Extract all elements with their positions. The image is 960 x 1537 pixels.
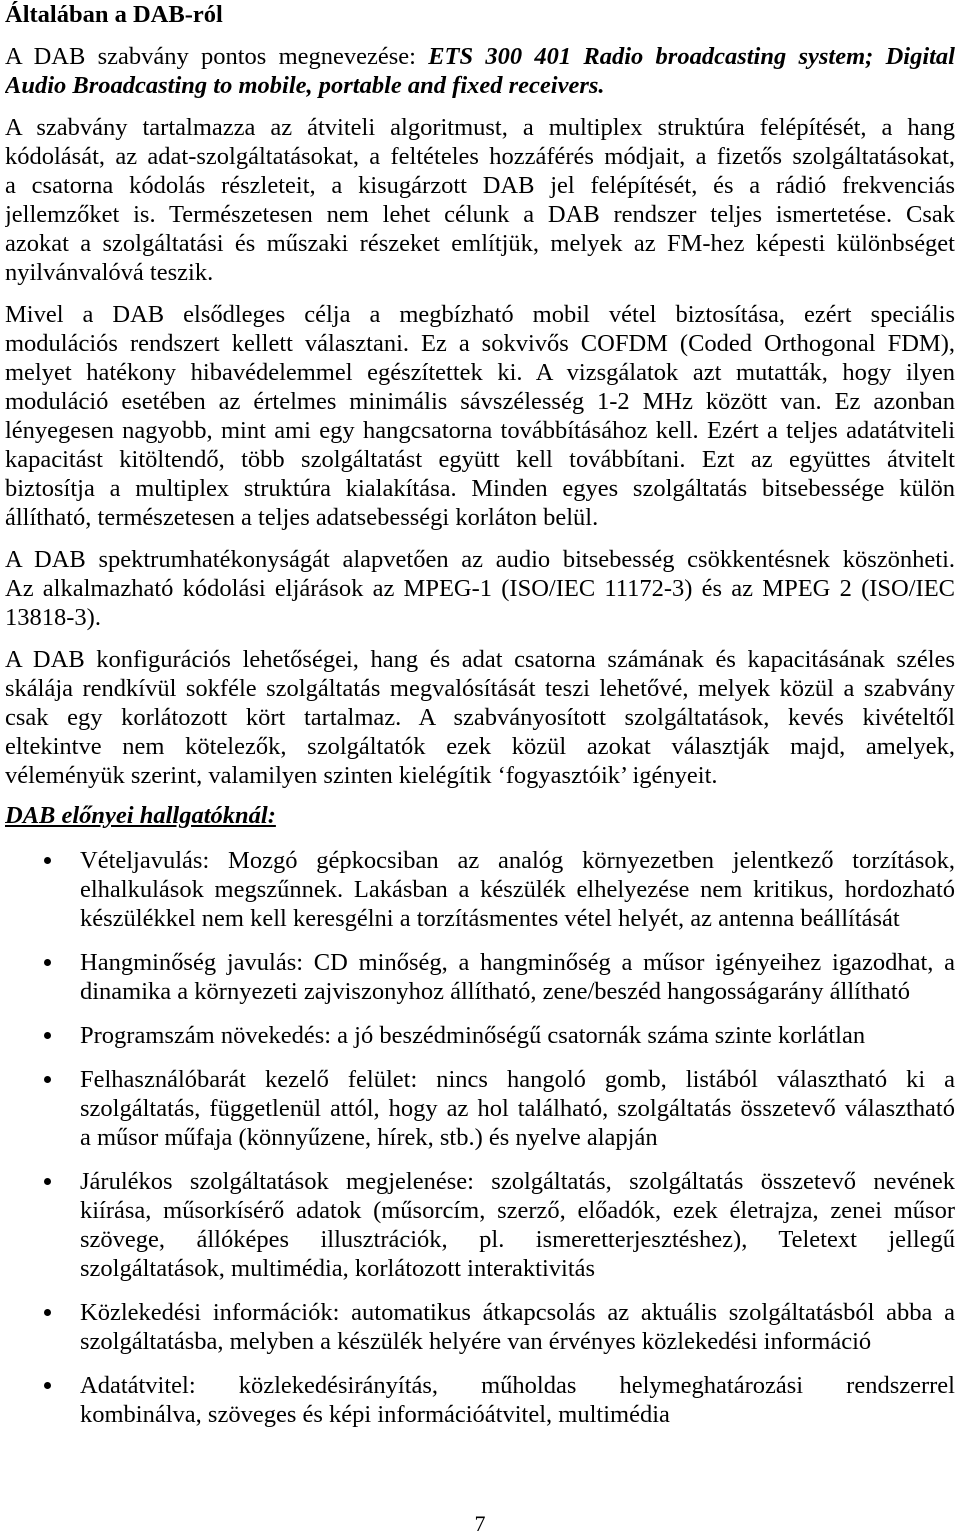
bullet-icon: [44, 1032, 51, 1039]
benefit-line: Felhasználóbarát kezelő felület: nincs hangoló gomb, listából választható ki a: [80, 1066, 955, 1093]
benefit-item-reception: [5, 846, 955, 933]
benefit-item-additional-services: [5, 1167, 955, 1283]
paragraph-line: jellemzőket is. Természetesen nem lehet célunk a DAB rendszer teljes ismertetése. Csak: [5, 201, 955, 228]
benefits-heading: DAB előnyei hallgatóknál:: [5, 802, 276, 829]
paragraph-line: állítható, természetesen a teljes adatsebességi korláton belül.: [5, 504, 599, 531]
page-number: 7: [474, 1511, 486, 1536]
paragraph-line: csak egy korlátozott kört tartalmaz. A szabványosított szolgáltatások, kevés kivételtől: [5, 704, 955, 731]
bullet-icon: [44, 959, 51, 966]
paragraph-scope: [5, 113, 955, 287]
benefit-line: elhalkulások megszűnnek. Lakásban a készülék elhelyezése nem kritikus, hordozható: [80, 876, 955, 903]
paragraph-line: biztosítja a multiplex struktúra kialakítása. Minden egyes szolgáltatás bitsebessége külön: [5, 475, 955, 502]
benefit-line: kiírása, műsorkísérő adatok (műsorcím, szerző, előadók, ezek életrajza, zenei műsor: [80, 1197, 955, 1224]
benefit-item-sound-quality: [5, 948, 955, 1006]
benefit-line: Közlekedési információk: automatikus átkapcsolás az aktuális szolgáltatásból abba a: [80, 1299, 955, 1326]
paragraph-line: modulációs rendszert kellett választani. Ez a sokvivős COFDM (Coded Orthogonal FDM),: [5, 330, 955, 357]
bullet-icon: [44, 1178, 51, 1185]
benefit-line: szolgáltatásba, melyben a készülék helyére van érvényes közlekedési információ: [80, 1328, 872, 1355]
benefit-line: a műsor műfaja (könnyűzene, hírek, stb.) és nyelve alapján: [80, 1124, 658, 1151]
benefit-item-user-interface: [5, 1065, 955, 1152]
benefit-item-program-count: [5, 1021, 955, 1050]
paragraph-line: kapacitást kitöltendő, több szolgáltatást együtt kell továbbítani. Ezt az együttes átvitelt: [5, 446, 955, 473]
paragraph-line: A DAB konfigurációs lehetőségei, hang és adat csatorna számának és kapacitásának széles: [5, 646, 955, 673]
benefit-line: Vételjavulás: Mozgó gépkocsiban az analóg környezetben jelentkező torzítások,: [80, 847, 955, 874]
benefit-line: szolgáltatások, multimédia, korlátozott interaktivitás: [80, 1255, 596, 1282]
paragraph-line: Az alkalmazható kódolási eljárások az MPEG-1 (ISO/IEC 11172-3) és az MPEG 2 (ISO/IEC: [5, 575, 955, 602]
paragraph-line: a csatorna kódolás részleteit, a kisugárzott DAB jel felépítését, és a rádió frekvenciás: [5, 172, 955, 199]
paragraph-line: lényegesen nagyobb, mint ami egy hangcsatorna továbbításához kell. Ezért a teljes adatátviteli: [5, 417, 955, 444]
benefit-line: Hangminőség javulás: CD minőség, a hangminőség a műsor igényeihez igazodhat, a: [80, 949, 955, 976]
paragraph-line: Mivel a DAB elsődleges célja a megbízható mobil vétel biztosítása, ezért speciális: [5, 301, 955, 328]
benefit-line: szolgáltatás, függetlenül attól, hogy az hol található, szolgáltatás összetevő választható: [80, 1095, 955, 1122]
benefit-line: Programszám növekedés: a jó beszédminőségű csatornák száma szinte korlátlan: [80, 1022, 866, 1049]
paragraph-line: melyet hatékony hibavédelemmel egészítettek ki. A vizsgálatok azt mutatták, hogy ilyen: [5, 359, 955, 386]
paragraph-line: [5, 42, 955, 71]
standard-name-text: Audio Broadcasting to mobile, portable and fixed receivers.: [5, 72, 605, 99]
intro-lead-text: A DAB szabvány pontos megnevezése:: [5, 43, 416, 70]
benefits-list: [5, 846, 955, 1429]
bullet-icon: [44, 1076, 51, 1083]
section-heading: Általában a DAB-ról: [5, 1, 223, 28]
benefit-line: kombinálva, szöveges és képi információátvitel, multimédia: [80, 1401, 670, 1428]
paragraph-line: kódolását, az adat-szolgáltatásokat, a feltételes hozzáférés módjait, a fizetős szolgáltatásokat,: [5, 143, 955, 170]
paragraph-configuration: [5, 645, 955, 790]
paragraph-line: nyilvánvalóvá teszik.: [5, 259, 214, 286]
paragraph-line: azokat a szolgáltatási és műszaki részeket említjük, melyek az FM-hez képesti különbséget: [5, 230, 955, 257]
paragraph-line: A DAB spektrumhatékonyságát alapvetően az audio bitsebesség csökkentésnek köszönheti.: [5, 546, 955, 573]
benefit-line: szövege, állóképes illusztrációk, pl. ismeretterjesztéshez), Teletext jellegű: [80, 1226, 955, 1253]
bullet-icon: [44, 1309, 51, 1316]
paragraph-line: eltekintve nem kötelezők, szolgáltatók ezek közül azokat választják majd, amelyek,: [5, 733, 955, 760]
document-page: [5, 0, 955, 1429]
paragraph-line: moduláció esetében az értelmes minimális sávszélesség 1-2 MHz között van. Ez azonban: [5, 388, 955, 415]
benefit-line: Járulékos szolgáltatások megjelenése: szolgáltatás, szolgáltatás összetevő nevének: [80, 1168, 955, 1195]
benefit-line: készülékkel nem kell keresgélni a torzításmentes vétel helyét, az antenna beállítását: [80, 905, 900, 932]
paragraph-line: A szabvány tartalmazza az átviteli algoritmust, a multiplex struktúra felépítését, a hang: [5, 114, 955, 141]
standard-name-text: ETS 300 401 Radio broadcasting system; Digital: [428, 43, 955, 70]
benefit-line: Adatátvitel: közlekedésirányítás, műholdas helymeghatározási rendszerrel: [80, 1372, 955, 1399]
bullet-icon: [44, 1382, 51, 1389]
benefit-item-data-transmission: [5, 1371, 955, 1429]
benefit-line: dinamika a környezeti zajviszonyhoz állítható, zene/beszéd hangosságarány állítható: [80, 978, 910, 1005]
bullet-icon: [44, 857, 51, 864]
paragraph-modulation: [5, 300, 955, 532]
paragraph-coding: [5, 545, 955, 632]
paragraph-line: 13818-3).: [5, 604, 101, 631]
intro-paragraph: [5, 42, 955, 100]
paragraph-line: véleményük szerint, valamilyen szinten kielégítik ‘fogyasztóik’ igényeit.: [5, 762, 718, 789]
benefit-item-traffic-info: [5, 1298, 955, 1356]
paragraph-line: skálája rendkívül sokféle szolgáltatás megvalósítását teszi lehetővé, melyek közül a szabvány: [5, 675, 955, 702]
